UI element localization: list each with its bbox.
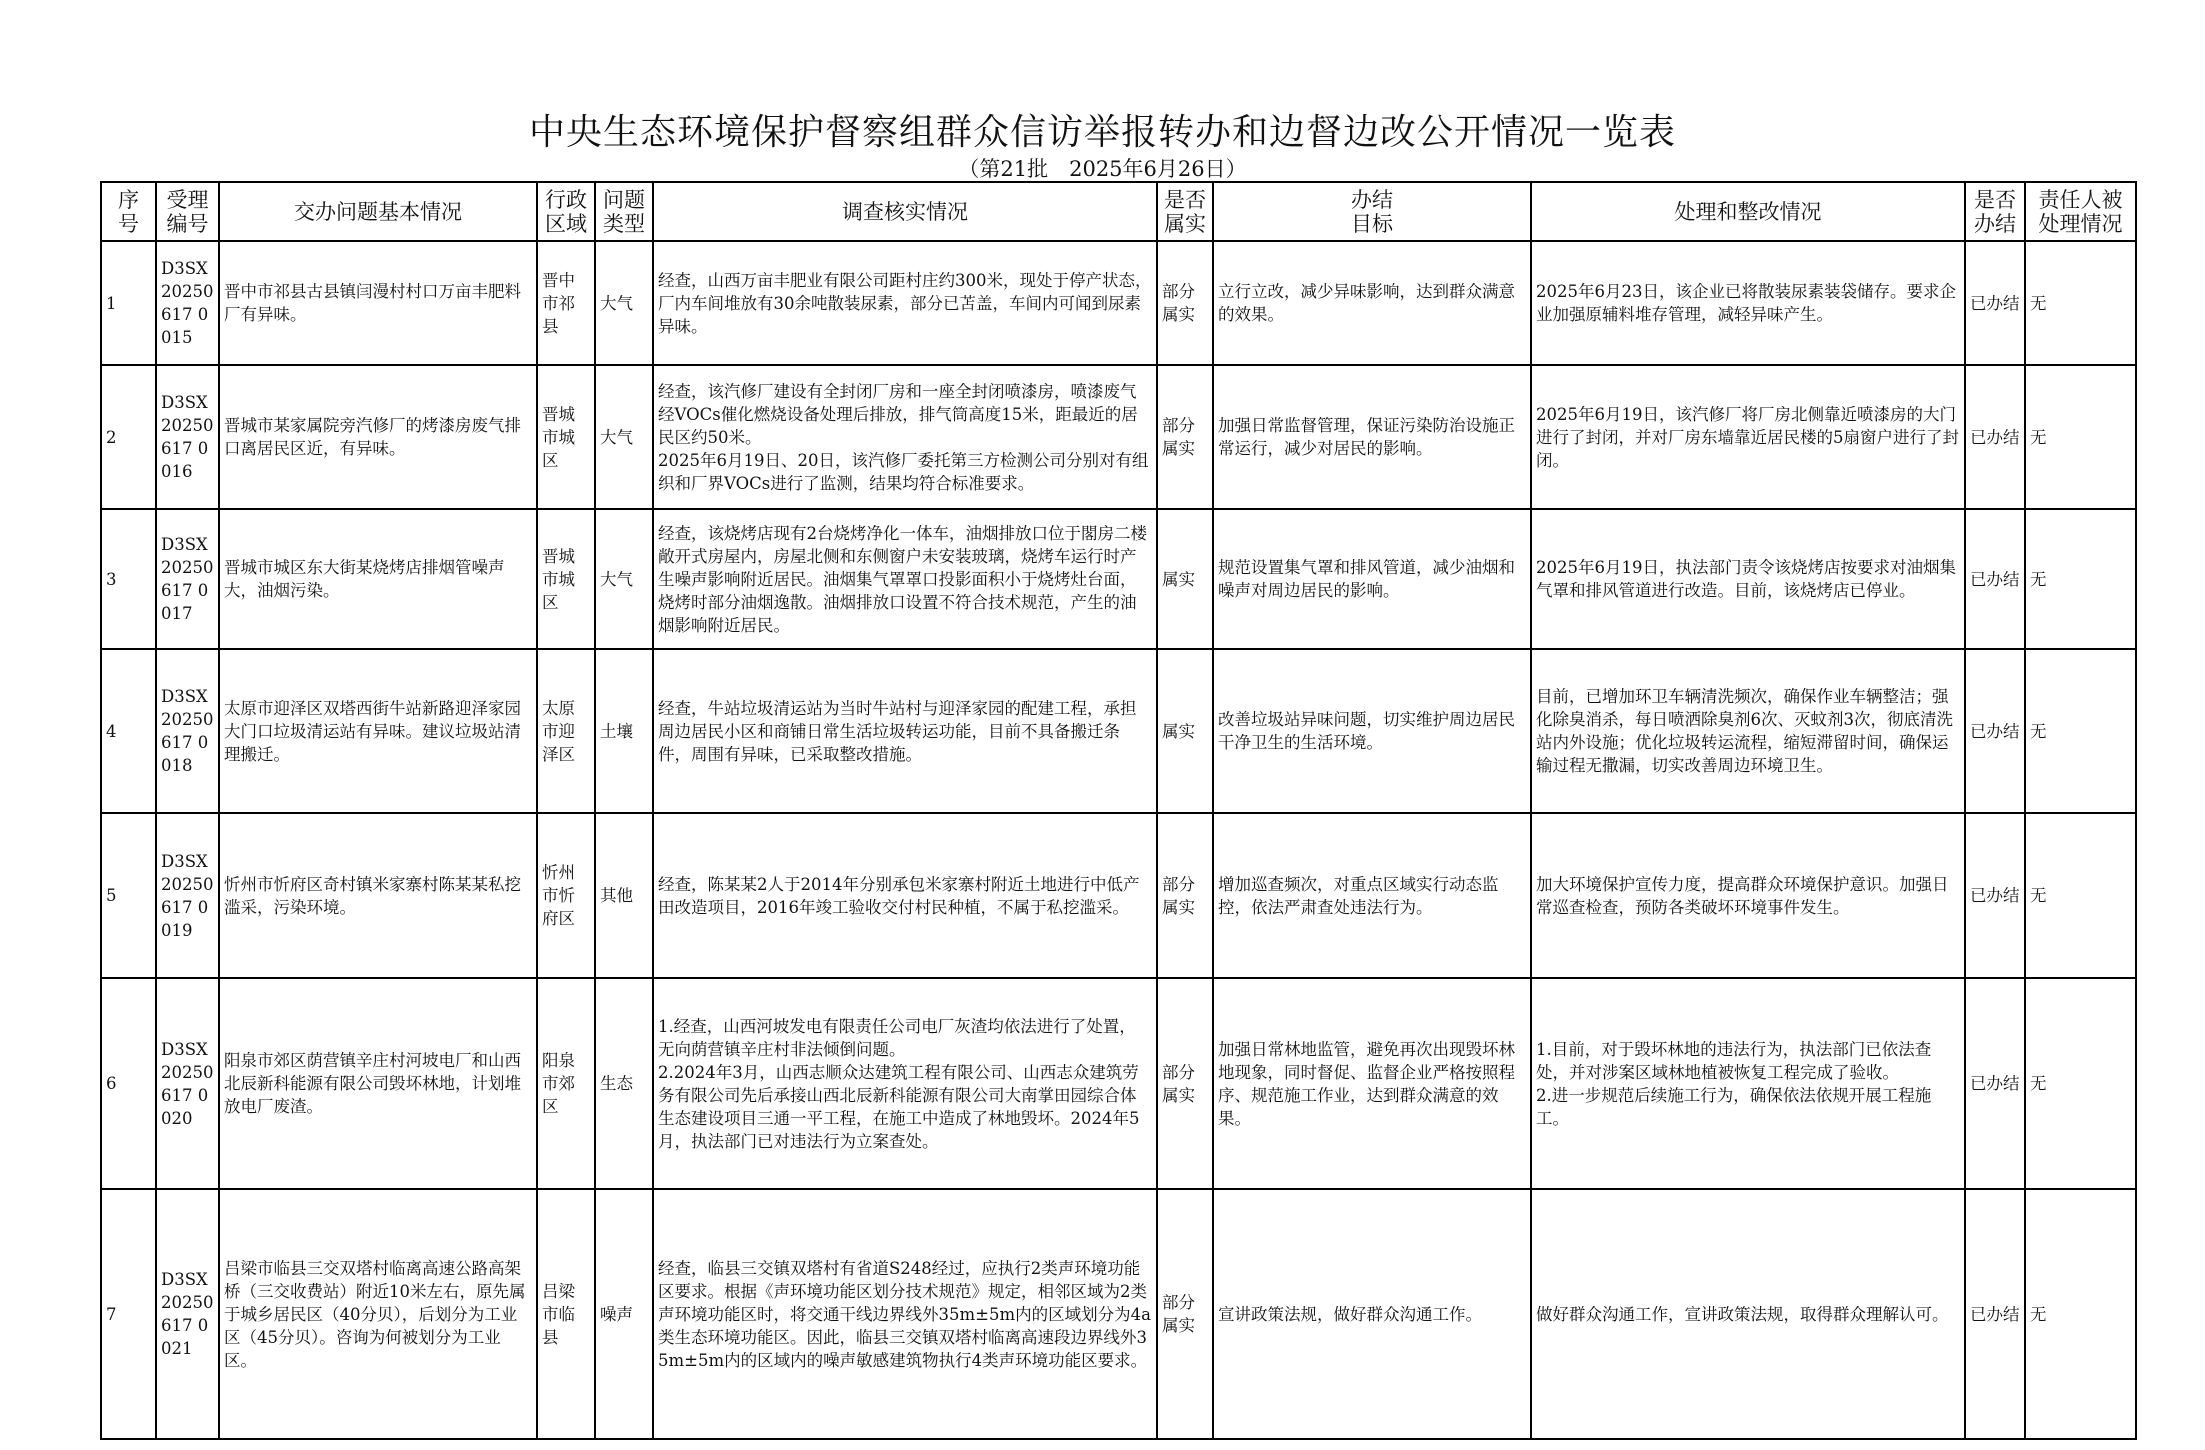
cell-code: D3SX20250617 0015 [156,241,219,365]
cell-region: 晋城市城区 [537,509,595,649]
header-row [101,182,2136,241]
cell-code: D3SX20250617 0018 [156,649,219,813]
cell-accountability: 无 [2025,241,2136,365]
cell-seq: 6 [101,978,156,1189]
page-subtitle: （第21批 2025年6月26日） [958,157,1247,181]
cell-code: D3SX20250617 0017 [156,509,219,649]
table-row [101,649,2136,813]
cell-accountability: 无 [2025,509,2136,649]
cell-goal: 宣讲政策法规，做好群众沟通工作。 [1213,1189,1531,1439]
cell-closed: 已办结 [1965,1189,2025,1439]
cell-investigation: 经查，山西万亩丰肥业有限公司距村庄约300米，现处于停产状态，厂内车间堆放有30余吨散装尿素，部分已苫盖，车间内可闻到尿素异味。 [653,241,1157,365]
cell-seq: 7 [101,1189,156,1439]
cell-verified: 部分属实 [1157,813,1213,978]
cell-goal: 立行立改，减少异味影响，达到群众满意的效果。 [1213,241,1531,365]
header-type: 问题 类型 [595,182,653,241]
header-issue: 交办问题基本情况 [219,182,537,241]
cell-goal: 加强日常林地监管，避免再次出现毁坏林地现象，同时督促、监督企业严格按照程序、规范施工作业，达到群众满意的效果。 [1213,978,1531,1189]
cell-investigation: 经查，陈某某2人于2014年分别承包米家寨村附近土地进行中低产田改造项目，2016年竣工验收交付村民种植，不属于私挖滥采。 [653,813,1157,978]
cell-code: D3SX20250617 0016 [156,365,219,509]
cell-handling: 加大环境保护宣传力度，提高群众环境保护意识。加强日常巡查检查，预防各类破坏环境事件发生。 [1531,813,1965,978]
cell-verified: 属实 [1157,509,1213,649]
header-code: 受理 编号 [156,182,219,241]
cell-verified: 属实 [1157,649,1213,813]
cell-investigation: 经查，该汽修厂建设有全封闭厂房和一座全封闭喷漆房，喷漆废气经VOCs催化燃烧设备处理后排放，排气筒高度15米，距最近的居民区约50米。 2025年6月19日、20日，该汽修厂委托第三方检测公司分别对有组织和厂界VOCs进行了监测，结果均符合标准要求。 [653,365,1157,509]
cell-handling: 目前，已增加环卫车辆清洗频次，确保作业车辆整洁；强化除臭消杀，每日喷洒除臭剂6次、灭蚊剂3次，彻底清洗站内外设施；优化垃圾转运流程，缩短滞留时间，确保运输过程无撒漏，切实改善周边环境卫生。 [1531,649,1965,813]
cell-verified: 部分属实 [1157,1189,1213,1439]
cell-closed: 已办结 [1965,509,2025,649]
cell-type: 大气 [595,241,653,365]
cell-issue: 阳泉市郊区荫营镇辛庄村河坡电厂和山西北辰新科能源有限公司毁坏林地，计划堆放电厂废渣。 [219,978,537,1189]
cell-type: 大气 [595,509,653,649]
cell-investigation: 经查，该烧烤店现有2台烧烤净化一体车，油烟排放口位于閣房二楼敞开式房屋内，房屋北侧和东侧窗户未安装玻璃，烧烤车运行时产生噪声影响附近居民。油烟集气罩罩口投影面积小于烧烤灶台面，烧烤时部分油烟逸散。油烟排放口设置不符合技术规范，产生的油烟影响附近居民。 [653,509,1157,649]
cell-verified: 部分属实 [1157,365,1213,509]
cell-handling: 2025年6月19日，执法部门责令该烧烤店按要求对油烟集气罩和排风管道进行改造。目前，该烧烤店已停业。 [1531,509,1965,649]
cell-region: 晋城市城区 [537,365,595,509]
cell-goal: 加强日常监督管理，保证污染防治设施正常运行，减少对居民的影响。 [1213,365,1531,509]
cell-code: D3SX20250617 0019 [156,813,219,978]
cell-region: 晋中市祁县 [537,241,595,365]
cell-issue: 忻州市忻府区奇村镇米家寨村陈某某私挖滥采，污染环境。 [219,813,537,978]
cell-closed: 已办结 [1965,365,2025,509]
cell-closed: 已办结 [1965,978,2025,1189]
cell-goal: 增加巡查频次，对重点区域实行动态监控，依法严肃查处违法行为。 [1213,813,1531,978]
cell-investigation: 1.经查，山西河坡发电有限责任公司电厂灰渣均依法进行了处置，无向荫营镇辛庄村非法倾倒问题。 2.2024年3月，山西志顺众达建筑工程有限公司、山西志众建筑劳务有限公司先后承接山西北辰新科能源有限公司大南掌田园综合体生态建设项目三通一平工程，在施工中造成了林地毁坏。2024年5月，执法部门已对违法行为立案查处。 [653,978,1157,1189]
cell-accountability: 无 [2025,365,2136,509]
cell-handling: 2025年6月23日，该企业已将散装尿素装袋储存。要求企业加强原辅料堆存管理，减轻异味产生。 [1531,241,1965,365]
header-accountability: 责任人被 处理情况 [2025,182,2136,241]
cell-issue: 晋中市祁县古县镇闫漫村村口万亩丰肥料厂有异味。 [219,241,537,365]
table-row [101,1189,2136,1439]
cell-code: D3SX20250617 0021 [156,1189,219,1439]
cell-handling: 1.目前，对于毁坏林地的违法行为，执法部门已依法查处，并对涉案区域林地植被恢复工程完成了验收。 2.进一步规范后续施工行为，确保依法依规开展工程施工。 [1531,978,1965,1189]
cell-closed: 已办结 [1965,813,2025,978]
cell-verified: 部分属实 [1157,978,1213,1189]
cell-seq: 2 [101,365,156,509]
cell-seq: 4 [101,649,156,813]
table-row [101,365,2136,509]
header-handling: 处理和整改情况 [1531,182,1965,241]
header-region: 行政 区域 [537,182,595,241]
header-seq: 序 号 [101,182,156,241]
cell-type: 大气 [595,365,653,509]
table-row [101,241,2136,365]
cell-issue: 晋城市城区东大街某烧烤店排烟管噪声大，油烟污染。 [219,509,537,649]
table-row [101,813,2136,978]
header-goal: 办结 目标 [1213,182,1531,241]
cell-goal: 规范设置集气罩和排风管道，减少油烟和噪声对周边居民的影响。 [1213,509,1531,649]
page-title: 中央生态环境保护督察组群众信访举报转办和边督边改公开情况一览表 [528,112,1676,153]
cell-accountability: 无 [2025,813,2136,978]
cell-type: 噪声 [595,1189,653,1439]
cell-accountability: 无 [2025,649,2136,813]
cell-seq: 3 [101,509,156,649]
table-row [101,509,2136,649]
header-investigation: 调查核实情况 [653,182,1157,241]
cell-type: 土壤 [595,649,653,813]
cell-investigation: 经查，牛站垃圾清运站为当时牛站村与迎泽家园的配建工程，承担周边居民小区和商铺日常生活垃圾转运功能，目前不具备搬迁条件，周围有异味，已采取整改措施。 [653,649,1157,813]
table-row [101,978,2136,1189]
cell-type: 其他 [595,813,653,978]
cell-seq: 5 [101,813,156,978]
cell-issue: 晋城市某家属院旁汽修厂的烤漆房废气排口离居民区近，有异味。 [219,365,537,509]
cell-goal: 改善垃圾站异味问题，切实维护周边居民干净卫生的生活环境。 [1213,649,1531,813]
cell-handling: 做好群众沟通工作，宣讲政策法规，取得群众理解认可。 [1531,1189,1965,1439]
cell-accountability: 无 [2025,978,2136,1189]
cell-closed: 已办结 [1965,649,2025,813]
cell-type: 生态 [595,978,653,1189]
cell-region: 太原市迎泽区 [537,649,595,813]
cell-region: 吕梁市临县 [537,1189,595,1439]
header-verified: 是否 属实 [1157,182,1213,241]
cell-seq: 1 [101,241,156,365]
cell-code: D3SX20250617 0020 [156,978,219,1189]
cell-accountability: 无 [2025,1189,2136,1439]
cell-investigation: 经查，临县三交镇双塔村有省道S248经过，应执行2类声环境功能区要求。根据《声环境功能区划分技术规范》规定，相邻区域为2类声环境功能区时，将交通干线边界线外35m±5m内的区域划分为4a类生态环境功能区。因此，临县三交镇双塔村临离高速段边界线外35m±5m内的区域内的噪声敏感建筑物执行4类声环境功能区要求。 [653,1189,1157,1439]
cell-region: 忻州市忻府区 [537,813,595,978]
cell-handling: 2025年6月19日，该汽修厂将厂房北侧靠近喷漆房的大门进行了封闭，并对厂房东墙靠近居民楼的5扇窗户进行了封闭。 [1531,365,1965,509]
cell-verified: 部分属实 [1157,241,1213,365]
disclosure-table [100,181,2137,1440]
header-closed: 是否 办结 [1965,182,2025,241]
cell-region: 阳泉市郊区 [537,978,595,1189]
cell-closed: 已办结 [1965,241,2025,365]
cell-issue: 太原市迎泽区双塔西街牛站新路迎泽家园大门口垃圾清运站有异味。建议垃圾站清理搬迁。 [219,649,537,813]
cell-issue: 吕梁市临县三交双塔村临离高速公路高架桥（三交收费站）附近10米左右，原先属于城乡居民区（40分贝），后划分为工业区（45分贝）。咨询为何被划分为工业区。 [219,1189,537,1439]
